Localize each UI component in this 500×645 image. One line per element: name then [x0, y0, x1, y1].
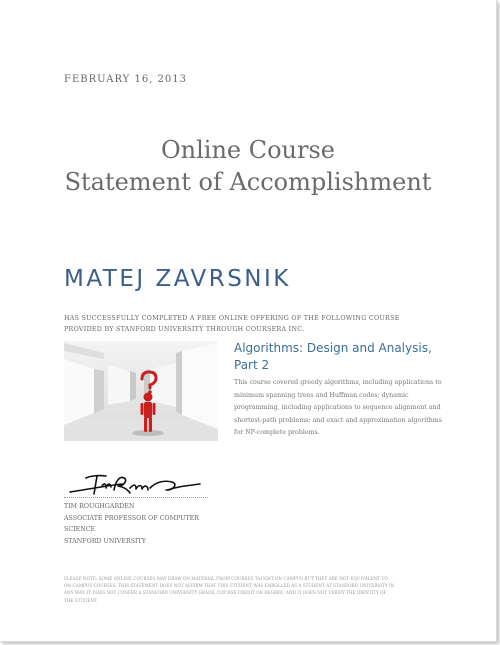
course-desc-line: minimum spanning trees and Huffman codes; dynamic	[234, 391, 409, 399]
maze-question-icon	[64, 341, 218, 441]
disclaimer-note	[64, 575, 432, 604]
course-desc-line: This course covered greedy algorithms, including applications to	[234, 379, 442, 386]
course-title-line-1: Algorithms: Design and Analysis,	[234, 341, 432, 355]
course-desc-line: for NP-complete problems.	[234, 429, 320, 436]
signature	[64, 466, 208, 498]
course-desc-line: programming, including applications to sequence alignment and	[234, 404, 441, 411]
course-description	[234, 377, 454, 440]
title-line-2: Statement of Accomplishment	[64, 168, 432, 196]
course-desc-line: shortest-path problems; and exact and approximation algorithms	[234, 416, 443, 424]
completion-statement	[64, 313, 464, 335]
signer-title-line-2: SCIENCE	[64, 526, 96, 533]
course-title-line-2: Part 2	[234, 358, 270, 372]
course-image	[64, 341, 218, 441]
signer-title-line-1: ASSOCIATE PROFESSOR OF COMPUTER	[64, 514, 199, 522]
signer-name: TIM ROUGHGARDEN	[64, 503, 135, 510]
completion-line-2: PROVIDED BY STANFORD UNIVERSITY THROUGH COURSERA INC.	[64, 326, 305, 333]
signer-block	[64, 501, 199, 547]
signature-line	[64, 497, 208, 498]
note-line: PLEASE NOTE: SOME ONLINE COURSES MAY DRAW ON MATERIAL FROM COURSES TAUGHT ON CAMPUS BUT THEY ARE NOT EQUIVALENT TO	[64, 576, 388, 581]
title-line-1: Online Course	[160, 136, 336, 164]
note-line: THE STUDENT.	[64, 597, 98, 603]
note-line: ANY WAY. IT DOES NOT CONFER A STANFORD UNIVERSITY GRADE, COURSE CREDIT OR DEGREE, AND IT DOES NOT VERIFY THE IDENTITY OF	[64, 590, 387, 596]
issue-date: FEBRUARY 16, 2013	[64, 74, 187, 85]
recipient-name: MATEJ ZAVRSNIK	[64, 266, 291, 292]
certificate-title	[0, 134, 496, 198]
signer-institution: STANFORD UNIVERSITY	[64, 537, 146, 545]
note-line: ON-CAMPUS COURSES. THIS STATEMENT DOES NOT AFFIRM THAT THIS STUDENT WAS ENROLLED AS A STUDENT AT STANFORD UNIVERSITY IN	[64, 583, 395, 589]
course-title	[234, 340, 454, 374]
signature-icon	[64, 466, 208, 498]
completion-line-1: HAS SUCCESSFULLY COMPLETED A FREE ONLINE OFFERING OF THE FOLLOWING COURSE	[64, 315, 400, 322]
